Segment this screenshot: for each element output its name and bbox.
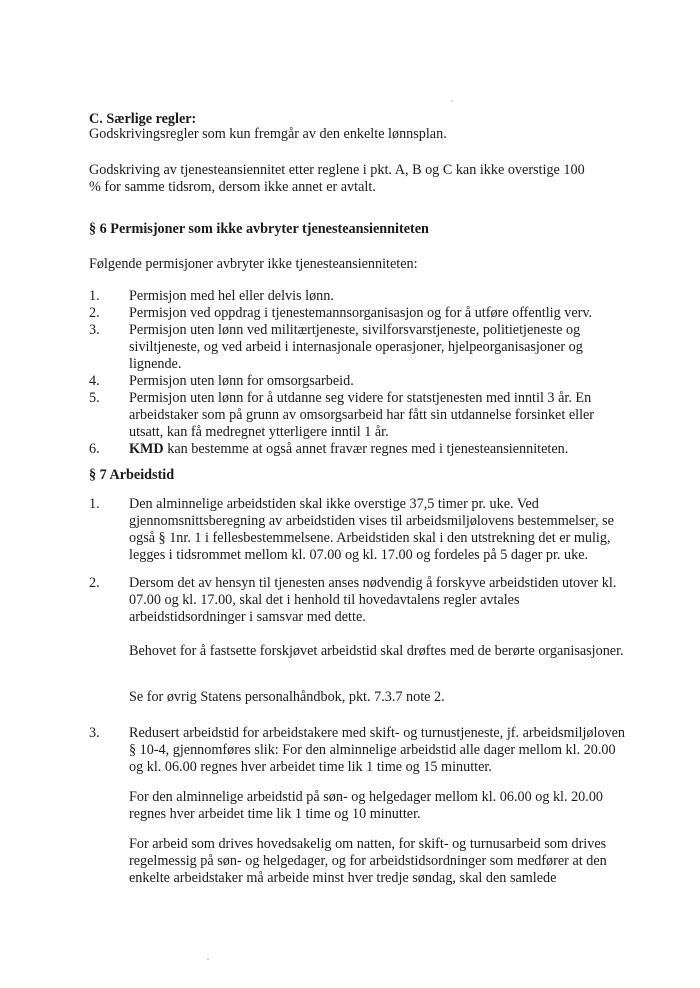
arbeidstid-paragraph-2-sub1: Behovet for å fastsette forskjøvet arbeidstid skal drøftes med de berørte organisasjoner.	[129, 643, 624, 659]
paragraph-number: 2.	[89, 575, 100, 591]
section-6-heading: § 6 Permisjoner som ikke avbryter tjenesteansienniteten	[89, 221, 429, 237]
paragraph-number: 1.	[89, 496, 100, 512]
list-item-text: Permisjon uten lønn for å utdanne seg videre for statstjenesten med inntil 3 år. En arbeidstaker som på grunn av omsorgsarbeid har fått sin utdannelse forsinket eller utsatt, kan få medregnet ytterligere inntil 1 år.	[129, 390, 595, 440]
list-item-text: Permisjon med hel eller delvis lønn.	[129, 288, 334, 304]
list-item-number: 3.	[89, 322, 100, 338]
list-item-number: 2.	[89, 305, 100, 321]
list-item-number: 1.	[89, 288, 100, 304]
permission-list	[89, 288, 629, 458]
arbeidstid-paragraph-2: Dersom det av hensyn til tjenesten anses nødvendig å forskyve arbeidstiden utover kl. 07.00 og kl. 17.00, skal det i henhold til hovedavtalens regler avtales arbeidstidsordninger i samsvar med dette.	[129, 575, 617, 625]
list-item-text: Permisjon uten lønn for omsorgsarbeid.	[129, 373, 354, 389]
list-item-text-rest: kan bestemme at også annet fravær regnes med i tjenesteansienniteten.	[163, 441, 569, 457]
list-item-number: 5.	[89, 390, 100, 406]
arbeidstid-paragraph-3: Redusert arbeidstid for arbeidstakere med skift- og turnustjeneste, jf. arbeidsmiljøloven § 10-4, gjennomføres slik: For den alminnelige arbeidstid alle dager mellom kl. 20.00 og kl. 06.00 regnes hver arbeidet time lik 1 time og 15 minutter.	[129, 725, 626, 775]
scan-speck	[207, 958, 209, 960]
arbeidstid-paragraph-3-sub2: For arbeid som drives hovedsakelig om natten, for skift- og turnusarbeid som drives regelmessig på søn- og helgedager, og for arbeidstidsordninger som medfører at den enkelte arbeidstaker må arbeide minst hver tredje søndag, skal den samlede	[129, 836, 607, 886]
arbeidstid-paragraph-2-sub2: Se for øvrig Statens personalhåndbok, pkt. 7.3.7 note 2.	[129, 689, 445, 705]
section-7-heading: § 7 Arbeidstid	[89, 467, 175, 483]
list-item-text: Permisjon uten lønn ved militærtjeneste, sivilforsvarstjeneste, politietjeneste og siviltjeneste, og ved arbeid i internasjonale operasjoner, hjelpeorganisasjoner og lignende.	[129, 322, 583, 372]
list-item-number: 4.	[89, 373, 100, 389]
section-c-line: Godskrivingsregler som kun fremgår av den enkelte lønnsplan.	[89, 126, 447, 142]
section-c-heading: C. Særlige regler:	[89, 111, 197, 127]
section-c-paragraph: Godskriving av tjenesteansiennitet etter reglene i pkt. A, B og C kan ikke overstige 100 % for samme tidsrom, dersom ikke annet er avtalt.	[89, 162, 585, 195]
list-item	[89, 305, 629, 322]
paragraph-number: 3.	[89, 725, 100, 741]
list-item	[89, 288, 629, 305]
scan-speck	[451, 100, 453, 102]
list-item-text: Permisjon ved oppdrag i tjenestemannsorganisasjon og for å utføre offentlig verv.	[129, 305, 593, 321]
list-item-text	[129, 441, 568, 457]
list-item	[89, 373, 629, 390]
list-item	[89, 441, 629, 458]
list-item	[89, 390, 629, 441]
list-item	[89, 322, 629, 373]
arbeidstid-paragraph-1: Den alminnelige arbeidstiden skal ikke overstige 37,5 timer pr. uke. Ved gjennomsnittsberegning av arbeidstiden vises til arbeidsmiljølovens bestemmelser, se også § 1nr. 1 i fellesbestemmelsene. Arbeidstiden skal i den utstrekning det er mulig, legges i tidsrommet mellom kl. 07.00 og kl. 17.00 og fordeles på 5 dager pr. uke.	[129, 496, 614, 563]
section-6-intro: Følgende permisjoner avbryter ikke tjenesteansienniteten:	[89, 256, 418, 272]
arbeidstid-paragraph-3-sub1: For den alminnelige arbeidstid på søn- og helgedager mellom kl. 06.00 og kl. 20.00 regnes hver arbeidet time lik 1 time og 10 minutter.	[129, 789, 604, 822]
list-item-number: 6.	[89, 441, 100, 457]
kmd-bold: KMD	[129, 441, 164, 457]
